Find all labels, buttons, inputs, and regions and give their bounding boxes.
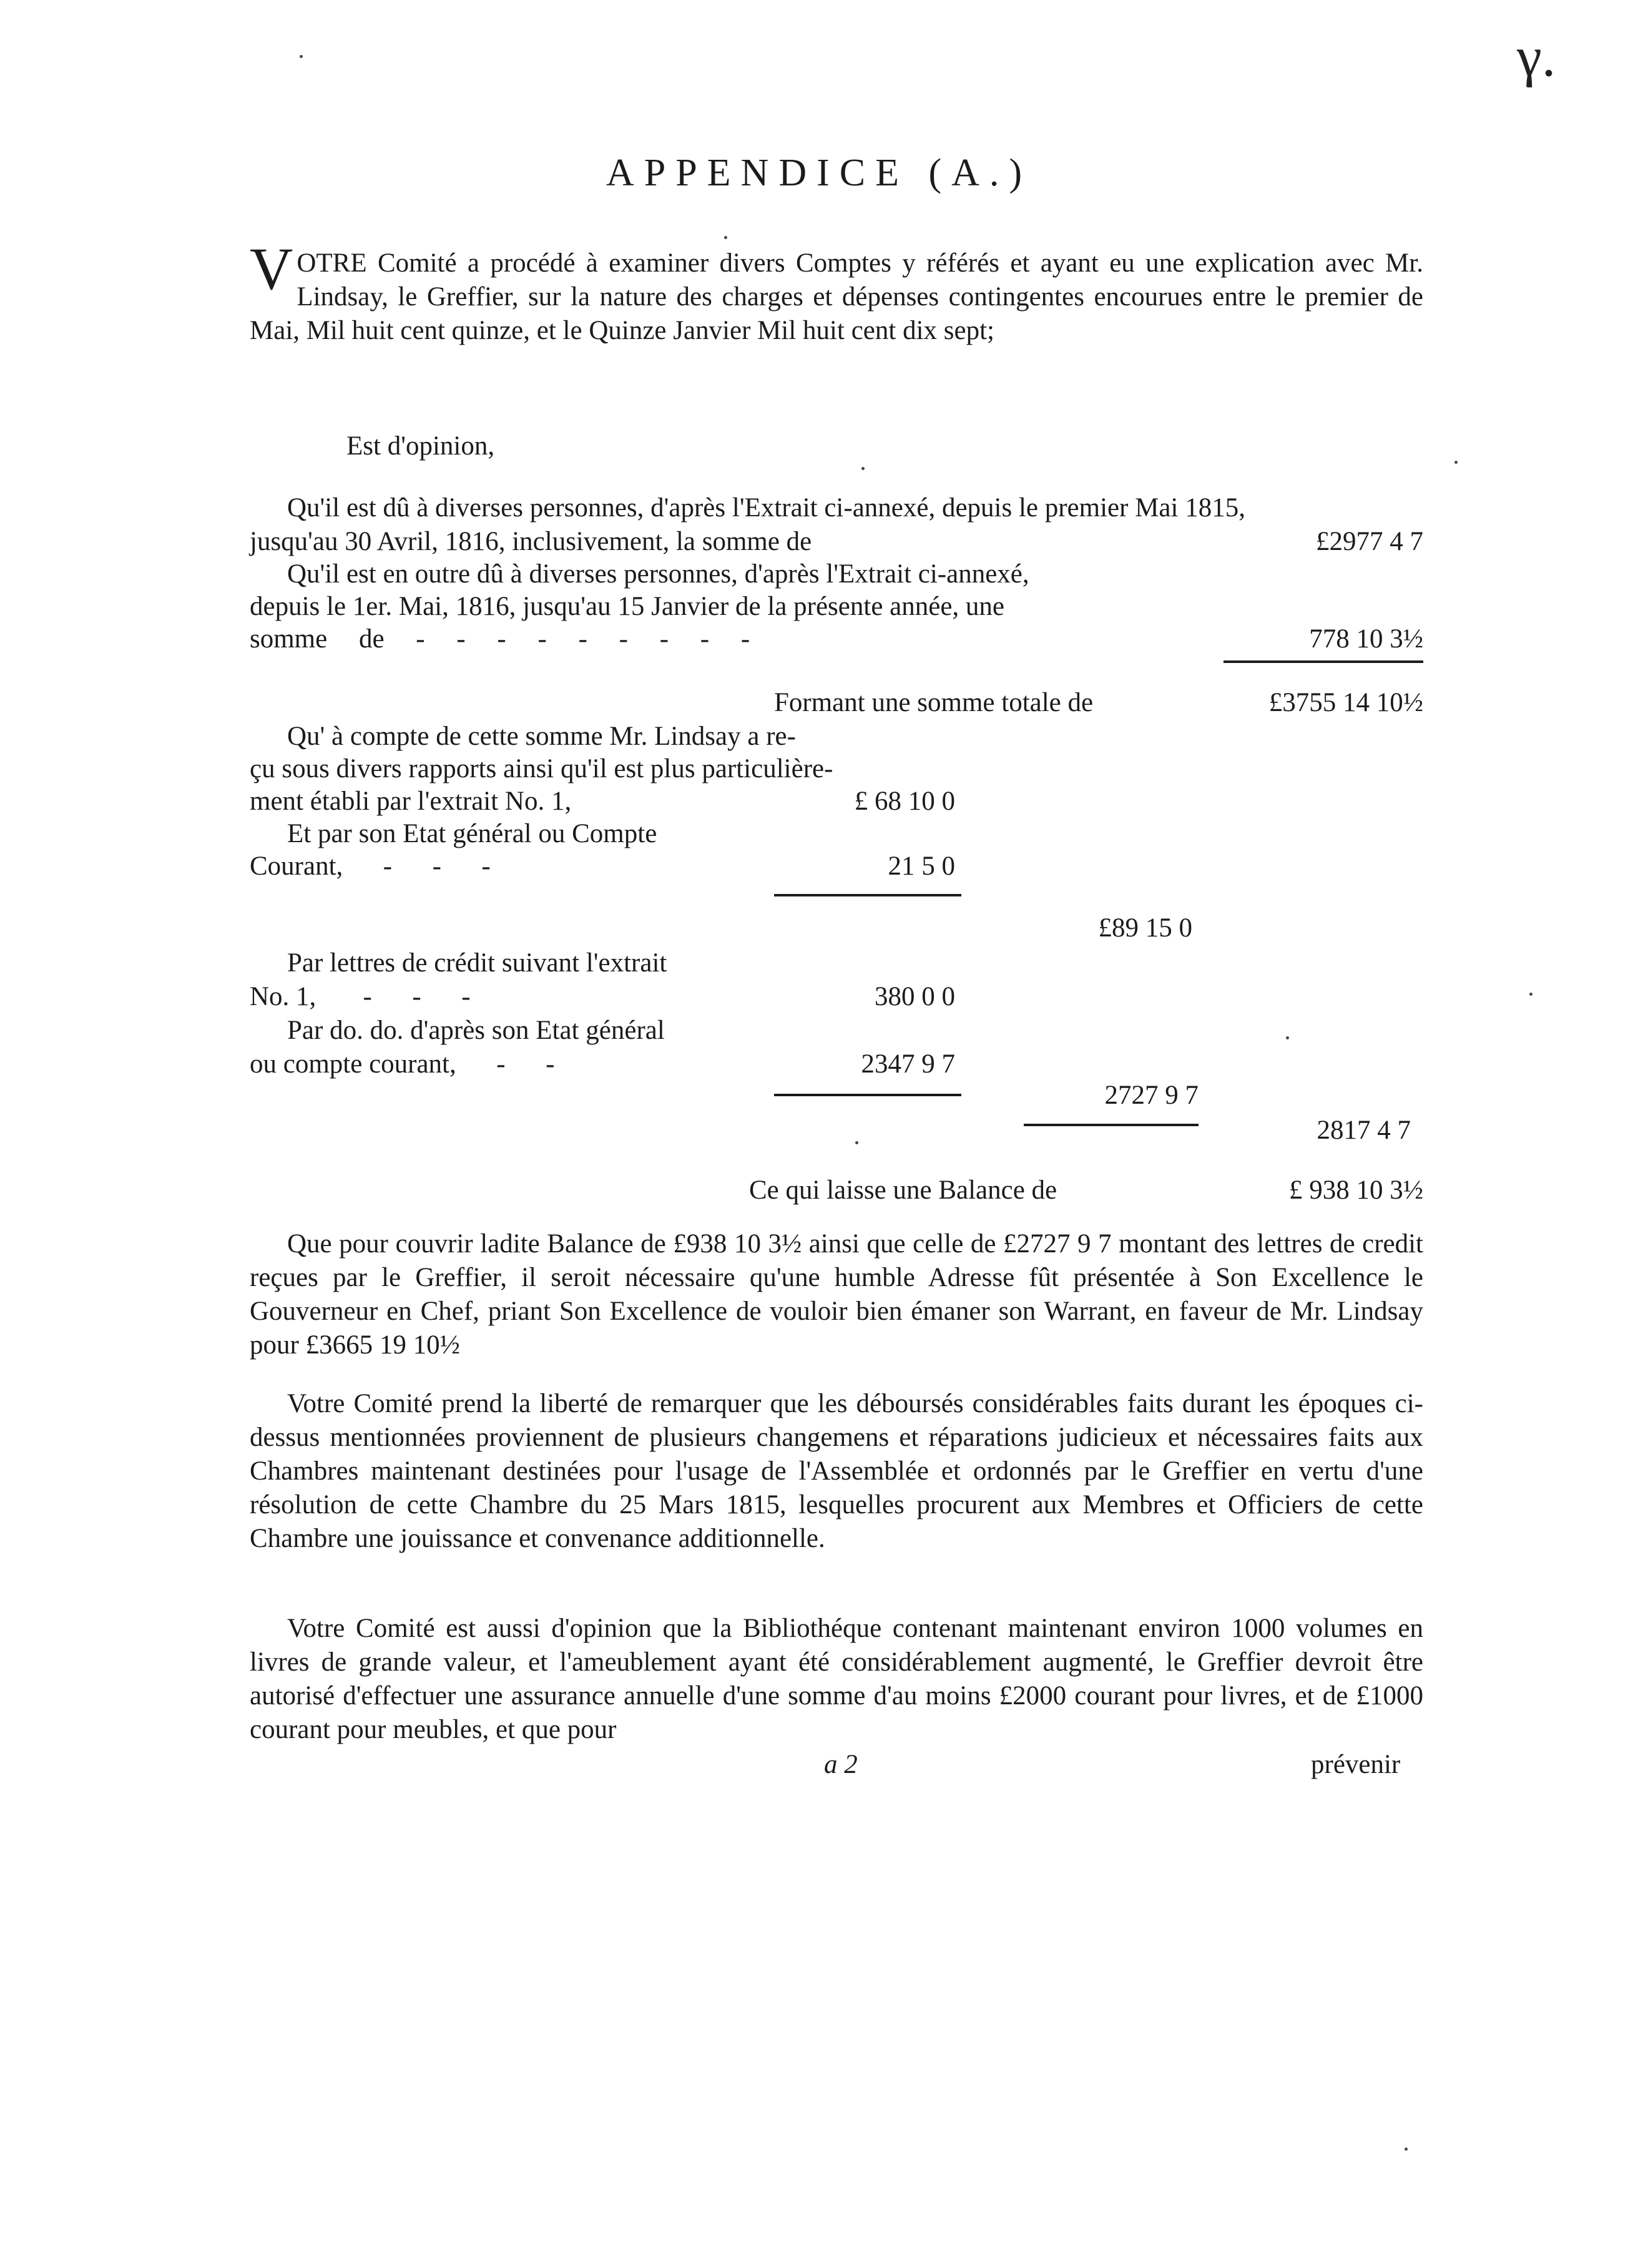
- received-line-3: ment établi par l'extrait No. 1,: [250, 787, 572, 816]
- credit-line-3: Par do. do. d'après son Etat général: [287, 1016, 665, 1045]
- ledger-line-2: jusqu'au 30 Avril, 1816, inclusivement, la somme de: [250, 527, 812, 556]
- paper-speck: [855, 1141, 858, 1144]
- amount-1816-1817: 778 10 3½: [1309, 624, 1423, 654]
- ledger-line-1: Qu'il est dû à diverses personnes, d'après l'Extrait ci-annexé, depuis le premier Mai 1815,: [287, 493, 1245, 523]
- paper-speck: [724, 236, 727, 239]
- amount-credit-extract: 380 0 0: [875, 982, 955, 1011]
- subtotal-total: 2817 4 7: [1317, 1116, 1411, 1145]
- received-line-5: Courant, - - -: [250, 852, 491, 881]
- received-line-2: çu sous divers rapports ainsi qu'il est plus particulière-: [250, 754, 833, 783]
- amount-compte-courant: 21 5 0: [888, 852, 955, 881]
- credit-line-1: Par lettres de crédit suivant l'extrait: [287, 948, 667, 978]
- rule-3: [774, 1094, 961, 1096]
- paper-speck: [1286, 1036, 1289, 1039]
- balance-amount: £ 938 10 3½: [1289, 1176, 1423, 1205]
- rule-2: [774, 894, 961, 896]
- received-line-1: Qu' à compte de cette somme Mr. Lindsay a re-: [287, 722, 796, 751]
- signature-mark: a 2: [824, 1750, 858, 1779]
- drop-cap: V: [250, 235, 293, 302]
- total-label: Formant une somme totale de: [774, 688, 1094, 717]
- ledger-line-3: Qu'il est en outre dû à diverses personnes, d'après l'Extrait ci-annexé,: [287, 559, 1029, 589]
- subtotal-received: £89 15 0: [1098, 913, 1192, 943]
- corner-mark: γ.: [1517, 26, 1556, 88]
- paper-speck: [1529, 993, 1533, 996]
- rule-4: [1024, 1124, 1199, 1126]
- paragraph-balance: Que pour couvrir ladite Balance de £938 10 3½ ainsi que celle de £2727 9 7 montant des lettres de credit reçues par le Greffier, il seroit nécessaire qu'une humble Adresse fût présentée à Son Excellence le Gouverneur en Chef, priant Son Excellence de vouloir bien émaner son Warrant, en faveur de Mr. Lindsay pour £3665 19 10½: [250, 1229, 1423, 1360]
- subtotal-credit: 2727 9 7: [1104, 1081, 1199, 1110]
- ledger-line-5: somme de - - - - - - - - -: [250, 624, 750, 654]
- paragraph-remarks: Votre Comité prend la liberté de remarquer que les déboursés considérables faits durant les époques ci-dessus mentionnées proviennent de plusieurs changemens et réparations judicieux et nécessaires faits aux Chambres maintenant destinées pour l'usage de l'Assemblée et ordonnés par le Greffier en vertu d'une résolution de cette Chambre du 25 Mars 1815, lesquelles procurent aux Membres et Officiers de cette Chambre une jouissance et convenance additionnelle.: [250, 1389, 1423, 1553]
- opinion-heading: Est d'opinion,: [346, 431, 495, 461]
- amount-1815-1816: £2977 4 7: [1316, 527, 1423, 556]
- rule-1: [1224, 660, 1423, 663]
- credit-line-4: ou compte courant, - -: [250, 1049, 555, 1079]
- paper-speck: [300, 55, 303, 58]
- credit-line-2: No. 1, - - -: [250, 982, 471, 1011]
- paper-speck: [861, 467, 865, 470]
- amount-credit-compte: 2347 9 7: [861, 1049, 955, 1079]
- amount-extract-1: £ 68 10 0: [854, 787, 955, 816]
- paragraph-library: Votre Comité est aussi d'opinion que la Bibliothéque contenant maintenant environ 1000 volumes en livres de grande valeur, et l'ameublement ayant été considérablement augmenté, le Greffier devroit être autorisé d'effectuer une assurance annuelle d'une somme d'au moins £2000 courant pour livres, et de £1000 courant pour meubles, et que pour: [250, 1614, 1423, 1744]
- page-title: APPENDICE (A.): [606, 152, 1032, 194]
- balance-label: Ce qui laisse une Balance de: [749, 1176, 1057, 1205]
- received-line-4: Et par son Etat général ou Compte: [287, 819, 657, 848]
- catchword: prévenir: [1311, 1750, 1401, 1779]
- paper-speck: [1405, 2148, 1408, 2151]
- paper-speck: [1454, 461, 1458, 464]
- total-amount: £3755 14 10½: [1268, 688, 1423, 717]
- intro-text: OTRE Comité a procédé à examiner divers Comptes y référés et ayant eu une explication avec Mr. Lindsay, le Greffier, sur la nature des charges et dépenses contingentes encourues entre le premier de Mai, Mil huit cent quinze, et le Quinze Janvier Mil huit cent dix sept;: [250, 248, 1423, 345]
- intro-paragraph: [250, 235, 1423, 348]
- ledger-line-4: depuis le 1er. Mai, 1816, jusqu'au 15 Janvier de la présente année, une: [250, 592, 1004, 621]
